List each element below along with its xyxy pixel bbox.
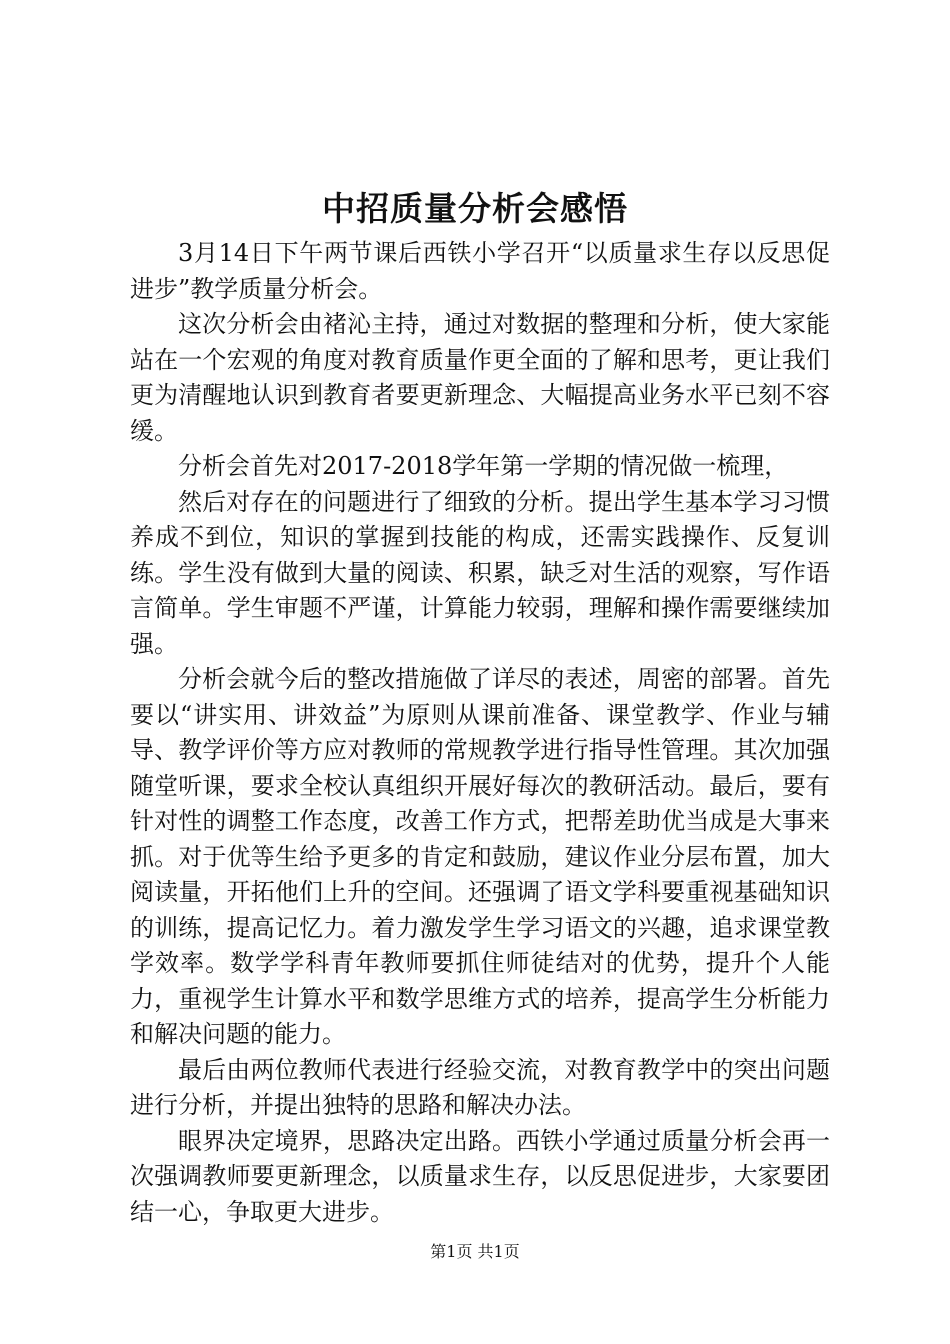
page-number-footer: 第1页 共1页	[430, 1242, 520, 1261]
paragraph-7: 眼界决定境界，思路决定出路。西铁小学通过质量分析会再一次强调教师要更新理念，以质量求生存，以反思促进步，大家要团结一心，争取更大进步。	[130, 1126, 830, 1226]
paragraph-1: 3月14日下午两节课后西铁小学召开“以质量求生存以反思促进步”教学质量分析会。	[130, 239, 830, 303]
document-body	[130, 236, 830, 1230]
paragraph-4: 然后对存在的问题进行了细致的分析。提出学生基本学习习惯养成不到位，知识的掌握到技能的构成，还需实践操作、反复训练。学生没有做到大量的阅读、积累，缺乏对生活的观察，写作语言简单。学生审题不严谨，计算能力较弱，理解和操作需要继续加强。	[130, 487, 830, 658]
paragraph-5: 分析会就今后的整改措施做了详尽的表述，周密的部署。首先要以“讲实用、讲效益”为原则从课前准备、课堂教学、作业与辅导、教学评价等方应对教师的常规教学进行指导性管理。其次加强随堂听课，要求全校认真组织开展好每次的教研活动。最后，要有针对性的调整工作态度，改善工作方式，把帮差助优当成是大事来抓。对于优等生给予更多的肯定和鼓励，建议作业分层布置，加大阅读量，开拓他们上升的空间。还强调了语文学科要重视基础知识的训练，提高记忆力。着力激发学生学习语文的兴趣，追求课堂教学效率。数学学科青年教师要抓住师徒结对的优势，提升个人能力，重视学生计算水平和数学思维方式的培养，提高学生分析能力和解决问题的能力。	[130, 665, 830, 1048]
paragraph-3: 分析会首先对2017-2018学年第一学期的情况做一梳理，	[178, 452, 789, 480]
paragraph-6: 最后由两位教师代表进行经验交流，对教育教学中的突出问题进行分析，并提出独特的思路和解决办法。	[130, 1055, 830, 1119]
paragraph-2: 这次分析会由褚沁主持，通过对数据的整理和分析，使大家能站在一个宏观的角度对教育质量作更全面的了解和思考，更让我们更为清醒地认识到教育者要更新理念、大幅提高业务水平已刻不容缓。	[130, 310, 830, 445]
document-title: 中招质量分析会感悟	[322, 189, 628, 228]
